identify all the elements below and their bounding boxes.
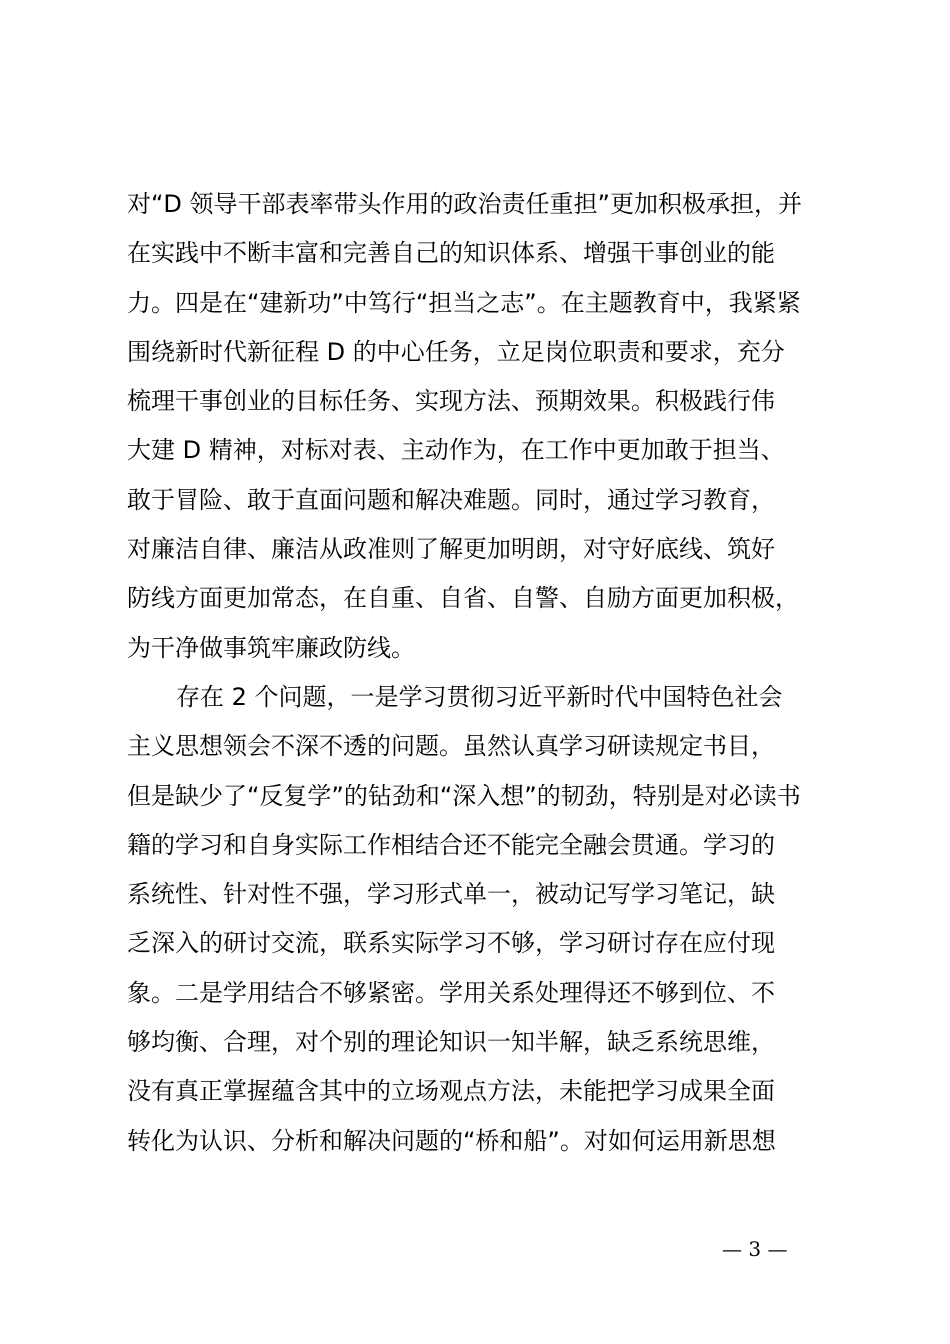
paragraph-start-line: 存在 2 个问题，一是学习贯彻习近平新时代中国特色社会 [176,682,783,711]
text-line: 系统性、针对性不强，学习形式单一，被动记写学习笔记，缺 [127,880,775,909]
text-line: 乏深入的研讨交流，联系实际学习不够，学习研讨存在应付现 [127,929,775,958]
page-number: — 3 — [722,1237,788,1261]
text-line: 籍的学习和自身实际工作相结合还不能完全融会贯通。学习的 [127,830,775,859]
text-line: 对“D 领导干部表率带头作用的政治责任重担”更加积极承担，并 [127,190,802,218]
text-line: 对廉洁自律、廉洁从政准则了解更加明朗，对守好底线、筑好 [127,535,775,564]
text-line: 转化为认识、分析和解决问题的“桥和船”。对如何运用新思想 [127,1126,776,1155]
text-line: 够均衡、合理，对个别的理论知识一知半解，缺乏系统思维， [127,1028,775,1057]
text-line: 力。四是在“建新功”中笃行“担当之志”。在主题教育中，我紧紧 [127,288,801,317]
text-line: 敢于冒险、敢于直面问题和解决难题。同时，通过学习教育， [127,485,775,514]
text-line: 但是缺少了“反复学”的钻劲和“深入想”的韧劲，特别是对必读书 [127,781,801,810]
text-line: 为干净做事筑牢廉政防线。 [127,633,415,662]
text-line: 防线方面更加常态，在自重、自省、自警、自励方面更加积极， [127,584,799,613]
text-line: 梳理干事创业的目标任务、实现方法、预期效果。积极践行伟 [127,387,775,416]
text-line: 象。二是学用结合不够紧密。学用关系处理得还不够到位、不 [127,978,775,1007]
text-line: 在实践中不断丰富和完善自己的知识体系、增强干事创业的能 [127,239,775,268]
text-line: 没有真正掌握蕴含其中的立场观点方法，未能把学习成果全面 [127,1077,775,1106]
document-body [127,180,867,1166]
text-line: 主义思想领会不深不透的问题。虽然认真学习研读规定书目， [127,732,775,761]
text-line: 大建 D 精神，对标对表、主动作为，在工作中更加敢于担当、 [127,436,785,465]
text-line: 围绕新时代新征程 D 的中心任务，立足岗位职责和要求，充分 [127,337,785,366]
